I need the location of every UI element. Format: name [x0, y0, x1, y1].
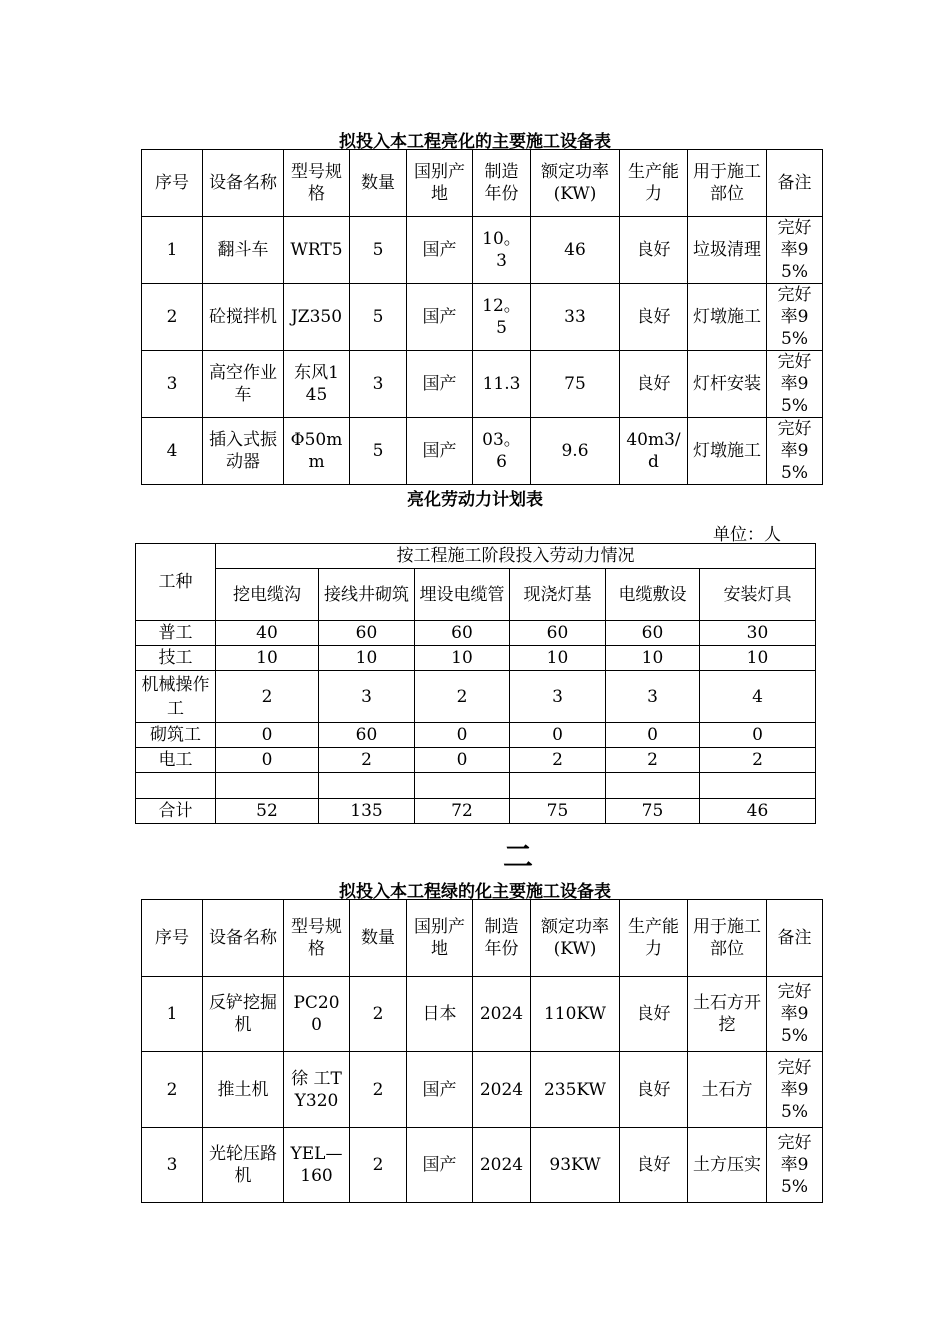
- table-cell: [510, 773, 606, 799]
- table3-title: 拟投入本工程绿的化主要施工设备表: [339, 882, 611, 902]
- table-header-row: [142, 900, 823, 977]
- unit-label: 单位：人: [713, 525, 781, 545]
- table-cell: 电工: [136, 748, 216, 773]
- table-cell: 国产: [407, 217, 473, 284]
- table-cell: 75: [531, 351, 620, 418]
- stage-header: 接线井砌筑: [319, 569, 415, 621]
- table-cell: 9.6: [531, 418, 620, 485]
- table-cell: 0: [216, 748, 319, 773]
- table-cell: 2: [415, 671, 510, 723]
- header-cell: 型号规格: [284, 150, 350, 217]
- table-cell: 0: [606, 723, 700, 748]
- table1-title: 拟投入本工程亮化的主要施工设备表: [339, 132, 611, 152]
- table-cell: 土方压实: [688, 1128, 767, 1203]
- table-cell: 完好率95%: [767, 284, 823, 351]
- table-cell: 普工: [136, 621, 216, 646]
- table-cell: 3: [319, 671, 415, 723]
- table-cell: 1: [142, 217, 203, 284]
- table-cell: [319, 773, 415, 799]
- header-cell: 序号: [142, 900, 203, 977]
- table-cell: 5: [350, 217, 407, 284]
- table-cell: 60: [415, 621, 510, 646]
- table-cell: 良好: [620, 1052, 688, 1128]
- header-cell: 生产能力: [620, 150, 688, 217]
- table-row: [142, 1128, 823, 1203]
- table-header-row: [136, 569, 816, 621]
- table-cell: 72: [415, 799, 510, 824]
- section-mark: 二: [503, 840, 533, 875]
- table-cell: 2: [319, 748, 415, 773]
- equipment-table-lighting: [141, 149, 823, 485]
- header-cell: 额定功率(KW): [531, 900, 620, 977]
- corner-header: 工种: [136, 544, 216, 621]
- table-cell: 10: [606, 646, 700, 671]
- table-cell: 2: [350, 977, 407, 1052]
- table-cell: 33: [531, 284, 620, 351]
- table-cell: 110KW: [531, 977, 620, 1052]
- table-cell: 2024: [473, 977, 531, 1052]
- table-cell: 国产: [407, 418, 473, 485]
- table-cell: 46: [531, 217, 620, 284]
- table-row: [142, 418, 823, 485]
- table-cell: 机械操作工: [136, 671, 216, 723]
- table2-title: 亮化劳动力计划表: [407, 490, 543, 510]
- header-cell: 设备名称: [203, 150, 284, 217]
- table-cell: [136, 773, 216, 799]
- table-cell: 反铲挖掘机: [203, 977, 284, 1052]
- table-row: [136, 621, 816, 646]
- table-cell: 日本: [407, 977, 473, 1052]
- table-row: [142, 217, 823, 284]
- table-row: [136, 748, 816, 773]
- table-cell: 3: [142, 351, 203, 418]
- table-cell: 国产: [407, 1052, 473, 1128]
- table-cell: Φ50mm: [284, 418, 350, 485]
- table-row: [142, 1052, 823, 1128]
- table-cell: 砌筑工: [136, 723, 216, 748]
- table-cell: 完好率95%: [767, 418, 823, 485]
- table-cell: 灯杆安装: [688, 351, 767, 418]
- table-row: [142, 977, 823, 1052]
- table-cell: 2024: [473, 1052, 531, 1128]
- labor-plan-table: [135, 543, 816, 824]
- table-cell: 国产: [407, 1128, 473, 1203]
- group-header: 按工程施工阶段投入劳动力情况: [216, 544, 816, 569]
- table-cell: 完好率95%: [767, 217, 823, 284]
- table-cell: 2: [700, 748, 816, 773]
- header-cell: 制造年份: [473, 900, 531, 977]
- table-cell: [216, 773, 319, 799]
- table-cell: 10: [319, 646, 415, 671]
- table-cell: 良好: [620, 977, 688, 1052]
- table-cell: 75: [510, 799, 606, 824]
- table-cell: 国产: [407, 351, 473, 418]
- table-cell: 翻斗车: [203, 217, 284, 284]
- table-cell: 10。3: [473, 217, 531, 284]
- table-row: [142, 284, 823, 351]
- table-cell: 插入式振动器: [203, 418, 284, 485]
- table-header-row: [136, 544, 816, 569]
- table-cell: YEL—160: [284, 1128, 350, 1203]
- table-cell: 4: [700, 671, 816, 723]
- table-cell: 60: [319, 621, 415, 646]
- table-cell: 完好率95%: [767, 1128, 823, 1203]
- header-cell: 制造年份: [473, 150, 531, 217]
- table-cell: 30: [700, 621, 816, 646]
- stage-header: 埋设电缆管: [415, 569, 510, 621]
- table-cell: 3: [606, 671, 700, 723]
- table-cell: 技工: [136, 646, 216, 671]
- table-cell: 10: [700, 646, 816, 671]
- table-cell: 良好: [620, 284, 688, 351]
- table-cell: 60: [606, 621, 700, 646]
- table-cell: 12。5: [473, 284, 531, 351]
- table-row-empty: [136, 773, 816, 799]
- table-cell: 4: [142, 418, 203, 485]
- table-cell: 国产: [407, 284, 473, 351]
- table-cell: 完好率95%: [767, 1052, 823, 1128]
- table-cell: 2: [350, 1128, 407, 1203]
- table-cell: 03。6: [473, 418, 531, 485]
- table-cell: 10: [510, 646, 606, 671]
- header-cell: 国别产地: [407, 900, 473, 977]
- header-cell: 序号: [142, 150, 203, 217]
- table-cell: 0: [510, 723, 606, 748]
- table-cell: JZ350: [284, 284, 350, 351]
- table-cell: 良好: [620, 351, 688, 418]
- stage-header: 挖电缆沟: [216, 569, 319, 621]
- table-cell: 光轮压路机: [203, 1128, 284, 1203]
- stage-header: 现浇灯基: [510, 569, 606, 621]
- table-cell: 2: [216, 671, 319, 723]
- table-cell: 推土机: [203, 1052, 284, 1128]
- table-cell: [606, 773, 700, 799]
- table-cell: 2024: [473, 1128, 531, 1203]
- table-cell: 垃圾清理: [688, 217, 767, 284]
- table-cell: 2: [510, 748, 606, 773]
- table-cell: 10: [216, 646, 319, 671]
- table-cell: 40m3/d: [620, 418, 688, 485]
- table-cell: 土石方开挖: [688, 977, 767, 1052]
- equipment-table-greening: [141, 899, 823, 1203]
- header-cell: 额定功率(KW): [531, 150, 620, 217]
- table-cell: 东风145: [284, 351, 350, 418]
- table-cell: 135: [319, 799, 415, 824]
- table-cell: 合计: [136, 799, 216, 824]
- table-cell: 2: [142, 1052, 203, 1128]
- table-cell: 235KW: [531, 1052, 620, 1128]
- table-cell: 2: [142, 284, 203, 351]
- table-cell: PC200: [284, 977, 350, 1052]
- table-cell: 完好率95%: [767, 977, 823, 1052]
- header-cell: 数量: [350, 900, 407, 977]
- table-cell: 60: [319, 723, 415, 748]
- table-cell: 土石方: [688, 1052, 767, 1128]
- table-row: [136, 723, 816, 748]
- table-cell: 46: [700, 799, 816, 824]
- header-cell: 型号规格: [284, 900, 350, 977]
- table-cell: 0: [700, 723, 816, 748]
- table-cell: 砼搅拌机: [203, 284, 284, 351]
- table-cell: 0: [415, 723, 510, 748]
- table-row: [136, 646, 816, 671]
- table-cell: 2: [350, 1052, 407, 1128]
- table-cell: 完好率95%: [767, 351, 823, 418]
- table-header-row: [142, 150, 823, 217]
- header-cell: 生产能力: [620, 900, 688, 977]
- header-cell: 设备名称: [203, 900, 284, 977]
- header-cell: 数量: [350, 150, 407, 217]
- table-cell: 灯墩施工: [688, 418, 767, 485]
- header-cell: 国别产地: [407, 150, 473, 217]
- table-row-total: [136, 799, 816, 824]
- header-cell: 备注: [767, 900, 823, 977]
- table-cell: 良好: [620, 217, 688, 284]
- table-cell: 11.3: [473, 351, 531, 418]
- table-cell: [700, 773, 816, 799]
- table-cell: 93KW: [531, 1128, 620, 1203]
- table-cell: [415, 773, 510, 799]
- table-row: [142, 351, 823, 418]
- table-cell: 40: [216, 621, 319, 646]
- table-cell: 徐 工TY320: [284, 1052, 350, 1128]
- header-cell: 用于施工部位: [688, 900, 767, 977]
- header-cell: 备注: [767, 150, 823, 217]
- table-cell: 1: [142, 977, 203, 1052]
- table-cell: WRT5: [284, 217, 350, 284]
- table-cell: 10: [415, 646, 510, 671]
- table-cell: 0: [415, 748, 510, 773]
- table-cell: 52: [216, 799, 319, 824]
- header-cell: 用于施工部位: [688, 150, 767, 217]
- stage-header: 电缆敷设: [606, 569, 700, 621]
- table-cell: 3: [510, 671, 606, 723]
- table-cell: 75: [606, 799, 700, 824]
- table-cell: 3: [350, 351, 407, 418]
- stage-header: 安装灯具: [700, 569, 816, 621]
- table-cell: 60: [510, 621, 606, 646]
- table-cell: 灯墩施工: [688, 284, 767, 351]
- table-cell: 5: [350, 418, 407, 485]
- table-cell: 良好: [620, 1128, 688, 1203]
- table-cell: 5: [350, 284, 407, 351]
- table-cell: 3: [142, 1128, 203, 1203]
- table-row: [136, 671, 816, 723]
- table-cell: 高空作业车: [203, 351, 284, 418]
- table-cell: 0: [216, 723, 319, 748]
- table-cell: 2: [606, 748, 700, 773]
